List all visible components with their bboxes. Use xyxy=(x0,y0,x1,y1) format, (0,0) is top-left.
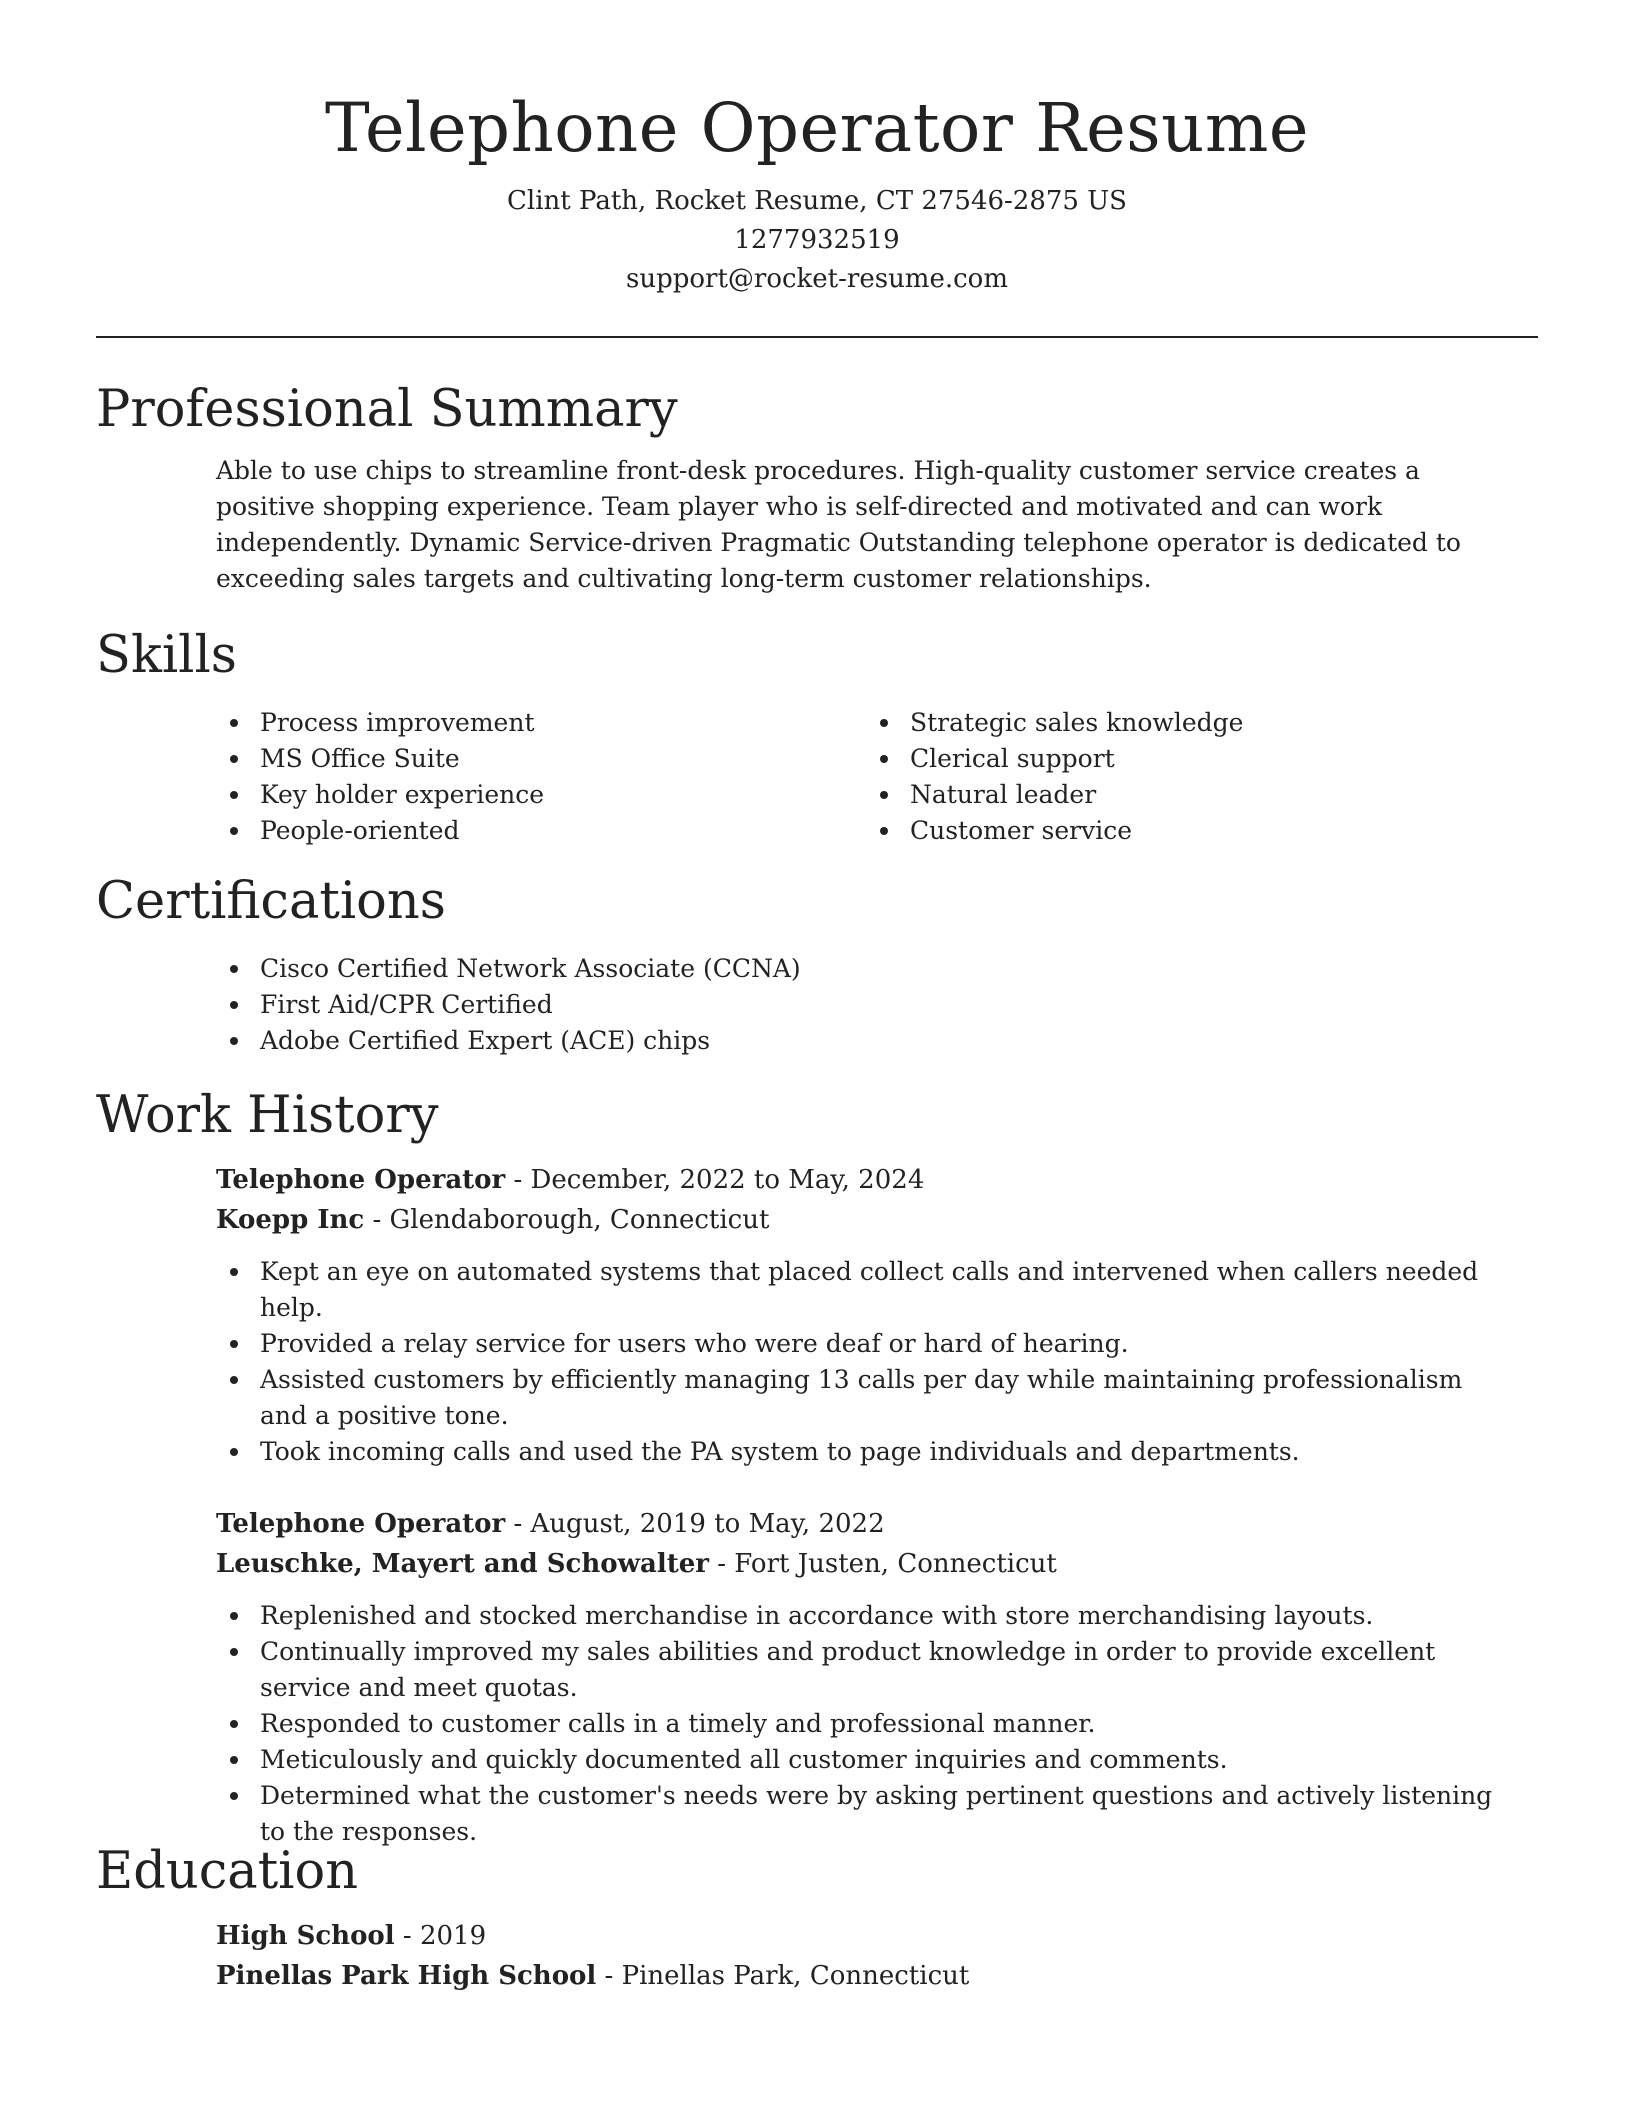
job-duty-item: Took incoming calls and used the PA system to page individuals and departments. xyxy=(260,1434,1516,1470)
job-duty-item: Replenished and stocked merchandise in accordance with store merchandising layouts. xyxy=(260,1598,1516,1634)
job-title: Telephone Operator xyxy=(216,1165,506,1195)
skills-column-left xyxy=(216,705,866,849)
certifications-list xyxy=(216,951,1538,1059)
phone-text: 1277932519 xyxy=(734,225,900,255)
email-text: support@rocket-resume.com xyxy=(625,264,1008,294)
education-location: - Pinellas Park, Connecticut xyxy=(596,1961,970,1991)
job-duty-item: Continually improved my sales abilities and product knowledge in order to provide excellent service and meet quotas. xyxy=(260,1634,1516,1706)
skill-item: Process improvement xyxy=(260,705,866,741)
job-title: Telephone Operator xyxy=(216,1509,506,1539)
job-location: - Fort Justen, Connecticut xyxy=(708,1549,1057,1579)
job-duty-item: Assisted customers by efficiently managing 13 calls per day while maintaining professionalism and a positive tone. xyxy=(260,1362,1516,1434)
work-history-section xyxy=(96,1086,1538,1850)
skill-item: Natural leader xyxy=(910,777,1516,813)
certifications-heading: Certifications xyxy=(96,872,446,931)
resume-header xyxy=(96,0,1538,338)
certifications-section xyxy=(96,872,1538,1059)
education-entry xyxy=(216,1916,1538,1996)
skills-columns xyxy=(216,705,1538,849)
skill-item: MS Office Suite xyxy=(260,741,866,777)
certification-item: First Aid/CPR Certified xyxy=(260,987,1538,1023)
skills-section xyxy=(96,626,1538,849)
job-duty-item: Meticulously and quickly documented all customer inquiries and comments. xyxy=(260,1742,1516,1778)
education-year: - 2019 xyxy=(394,1921,487,1951)
summary-heading: Professional Summary xyxy=(96,380,678,439)
education-school: Pinellas Park High School xyxy=(216,1961,597,1991)
job-company: Leuschke, Mayert and Schowalter xyxy=(216,1549,709,1579)
skill-item: Customer service xyxy=(910,813,1516,849)
job-company-line xyxy=(216,1544,1516,1584)
job-duties-list xyxy=(216,1254,1516,1470)
summary-text: Able to use chips to streamline front-desk procedures. High-quality customer service creates a positive shopping experience. Team player who is self-directed and motivated and can work independently. Dynamic Service-driven Pragmatic Outstanding telephone operator is dedicated to exceeding sales targets and cultivating long-term customer relationships. xyxy=(216,456,1461,593)
header-divider xyxy=(96,336,1538,338)
job-title-line xyxy=(216,1504,1516,1544)
job-entry xyxy=(216,1160,1516,1470)
certification-item: Adobe Certified Expert (ACE) chips xyxy=(260,1023,1538,1059)
job-location: - Glendaborough, Connecticut xyxy=(364,1205,770,1235)
work-history-heading: Work History xyxy=(96,1086,439,1145)
skill-item: Clerical support xyxy=(910,741,1516,777)
skill-item: Key holder experience xyxy=(260,777,866,813)
job-company-line xyxy=(216,1200,1516,1240)
skills-column-right xyxy=(866,705,1516,849)
education-section xyxy=(96,1842,1538,1996)
job-entry xyxy=(216,1504,1516,1850)
job-duty-item: Determined what the customer's needs were by asking pertinent questions and actively listening to the responses. xyxy=(260,1778,1516,1850)
resume-page xyxy=(96,0,1538,1991)
job-duties-list xyxy=(216,1598,1516,1850)
job-dates: - August, 2019 to May, 2022 xyxy=(505,1509,885,1539)
skill-item: Strategic sales knowledge xyxy=(910,705,1516,741)
education-degree-line xyxy=(216,1916,1538,1956)
contact-info xyxy=(96,182,1538,299)
certification-item: Cisco Certified Network Associate (CCNA) xyxy=(260,951,1538,987)
page-title: Telephone Operator Resume xyxy=(324,89,1310,167)
job-duty-item: Kept an eye on automated systems that placed collect calls and intervened when callers needed help. xyxy=(260,1254,1516,1326)
job-dates: - December, 2022 to May, 2024 xyxy=(505,1165,925,1195)
job-title-line xyxy=(216,1160,1516,1200)
skills-heading: Skills xyxy=(96,626,237,685)
skill-item: People-oriented xyxy=(260,813,866,849)
education-heading: Education xyxy=(96,1842,359,1901)
education-degree: High School xyxy=(216,1921,395,1951)
summary-section xyxy=(96,380,1538,597)
education-school-line xyxy=(216,1956,1538,1996)
job-duty-item: Provided a relay service for users who were deaf or hard of hearing. xyxy=(260,1326,1516,1362)
job-company: Koepp Inc xyxy=(216,1205,365,1235)
address-text: Clint Path, Rocket Resume, CT 27546-2875 US xyxy=(507,186,1127,216)
job-duty-item: Responded to customer calls in a timely and professional manner. xyxy=(260,1706,1516,1742)
